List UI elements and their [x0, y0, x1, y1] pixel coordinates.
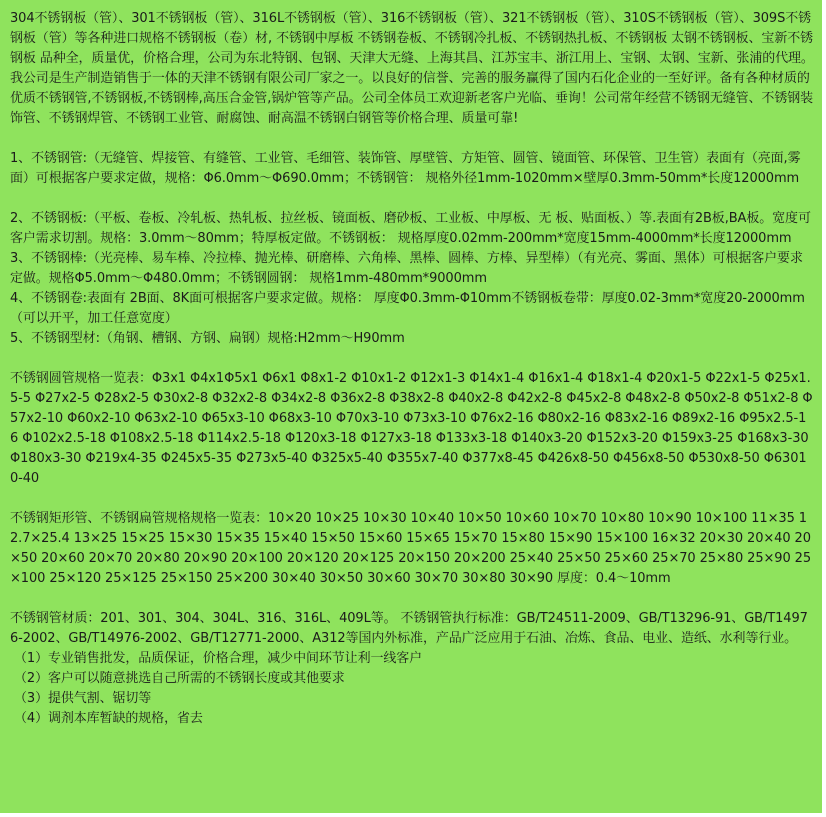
product-item-coil: 4、不锈钢卷:表面有 2B面、8K面可根据客户要求定做。规格： 厚度Φ0.3mm-Φ10mm不锈钢板卷带：厚度0.02-3mm*宽度20-2000mm（可以开平，加工任意宽度）: [10, 291, 805, 326]
spacer: [10, 589, 814, 609]
service-item: （2）客户可以随意挑选自己所需的不锈钢长度或其他要求: [14, 671, 345, 686]
rect-tube-spec-list: 不锈钢矩形管、不锈钢扁管规格规格一览表：10×20 10×25 10×30 10×40 10×50 10×60 10×70 10×80 10×90 10×100 11×35 12.7×25.4 13×25 15×25 15×30 15×35 15×40 15×50 15×60 15×65 15×70 15×80 15×90 15×100 16×32 20×30 20×40 20×50 20×60 20×70 20×80 20×90 20×100 20×120 20×125 20×150 20×200 25×40 25×50 25×60 25×70 25×80 25×90 25×100 25×120 25×125 25×150 25×200 30×40 30×50 30×60 30×70 30×80 30×90 厚度：0.4～10mm: [10, 511, 811, 586]
product-item-pipe: 1、不锈钢管:（无缝管、焊接管、有缝管、工业管、毛细管、装饰管、厚壁管、方矩管、圆管、镜面管、环保管、卫生管）表面有（亮面,雾面）可根据客户要求定做，规格：Φ6.0mm～Φ690.0mm；不锈钢管： 规格外径1mm-1020mm×壁厚0.3mm-50mm*长度12000mm: [10, 151, 801, 186]
service-item: （3）提供气割、锯切等: [14, 691, 152, 706]
spacer: [10, 129, 814, 149]
service-item: （1）专业销售批发，品质保证，价格合理，减少中间环节让利一线客户: [14, 651, 423, 666]
spacer: [10, 189, 814, 209]
product-item-plate: 2、不锈钢板:（平板、卷板、冷轧板、热轧板、拉丝板、镜面板、磨砂板、工业板、中厚板、无 板、贴面板、）等.表面有2B板,BA板。宽度可客户需求切割。规格：3.0mm～80mm；特厚板定做。不锈钢板： 规格厚度0.02mm-200mm*宽度15mm-4000mm*长度12000mm: [10, 211, 811, 246]
material-standard-text: 不锈钢管材质：201、301、304、304L、316、316L、409L等。 不锈钢管执行标准：GB/T24511-2009、GB/T13296-91、GB/T14976-2002、GB/T14976-2002、GB/T12771-2000、A312等国内外标准，产品广泛应用于石油、冶炼、食品、电业、造纸、水利等行业。: [10, 611, 808, 646]
product-item-profile: 5、不锈钢型材:（角钢、槽钢、方钢、扁钢）规格:H2mm～H90mm: [10, 331, 405, 346]
service-item: （4）调剂本库暂缺的规格，省去: [14, 711, 203, 726]
spacer: [10, 489, 814, 509]
product-item-bar: 3、不锈钢棒:（光亮棒、易车棒、冷拉棒、抛光棒、研磨棒、六角棒、黑棒、圆棒、方棒、异型棒）（有光亮、雾面、黑体）可根据客户要求定做。规格Φ5.0mm～Φ480.0mm；不锈钢圆钢： 规格1mm-480mm*9000mm: [10, 251, 803, 286]
round-tube-spec-list: 不锈钢圆管规格一览表：Φ3x1 Φ4x1Φ5x1 Φ6x1 Φ8x1-2 Φ10x1-2 Φ12x1-3 Φ14x1-4 Φ16x1-4 Φ18x1-4 Φ20x1-5 Φ22x1-5 Φ25x1.5-5 Φ27x2-5 Φ28x2-5 Φ30x2-8 Φ32x2-8 Φ34x2-8 Φ36x2-8 Φ38x2-8 Φ40x2-8 Φ42x2-8 Φ45x2-8 Φ48x2-8 Φ50x2-8 Φ51x2-8 Φ57x2-10 Φ60x2-10 Φ63x2-10 Φ65x3-10 Φ68x3-10 Φ70x3-10 Φ73x3-10 Φ76x2-16 Φ80x2-16 Φ83x2-16 Φ89x2-16 Φ95x2.5-16 Φ102x2.5-18 Φ108x2.5-18 Φ114x2.5-18 Φ120x3-18 Φ127x3-18 Φ133x3-18 Φ140x3-20 Φ152x3-20 Φ159x3-25 Φ168x3-30 Φ180x3-30 Φ219x4-35 Φ245x5-35 Φ273x5-40 Φ325x5-40 Φ355x7-40 Φ377x8-45 Φ426x8-50 Φ456x8-50 Φ530x8-50 Φ63010-40: [10, 371, 813, 486]
spacer: [10, 349, 814, 369]
company-intro: 304不锈钢板（管）、301不锈钢板（管）、316L不锈钢板（管）、316不锈钢板（管）、321不锈钢板（管）、310S不锈钢板（管）、309S不锈钢板（管）等各种进口规格不锈钢板（卷）材, 不锈钢中厚板 不锈钢卷板、不锈钢冷扎板、不锈钢热扎板、不锈钢板 太钢不锈钢板、宝新不锈钢板 品种全，质量优，价格合理，公司为东北特钢、包钢、天津大无缝、上海其昌、江苏宝丰、浙江用上、宝钢、太钢、宝新、张浦的代理。 我公司是生产制造销售于一体的天津不锈钢有限公司厂家之一。以良好的信誉、完善的服务赢得了国内石化企业的一至好评。备有各种材质的优质不锈钢管,不锈钢板,不锈钢棒,高压合金管,锅炉管等产品。公司全体员工欢迎新老客户光临、垂询！公司常年经营不锈钢无缝管、不锈钢装饰管、不锈钢焊管、不锈钢工业管、耐腐蚀、耐高温不锈钢白钢管等价格合理、质量可靠!: [10, 11, 814, 126]
